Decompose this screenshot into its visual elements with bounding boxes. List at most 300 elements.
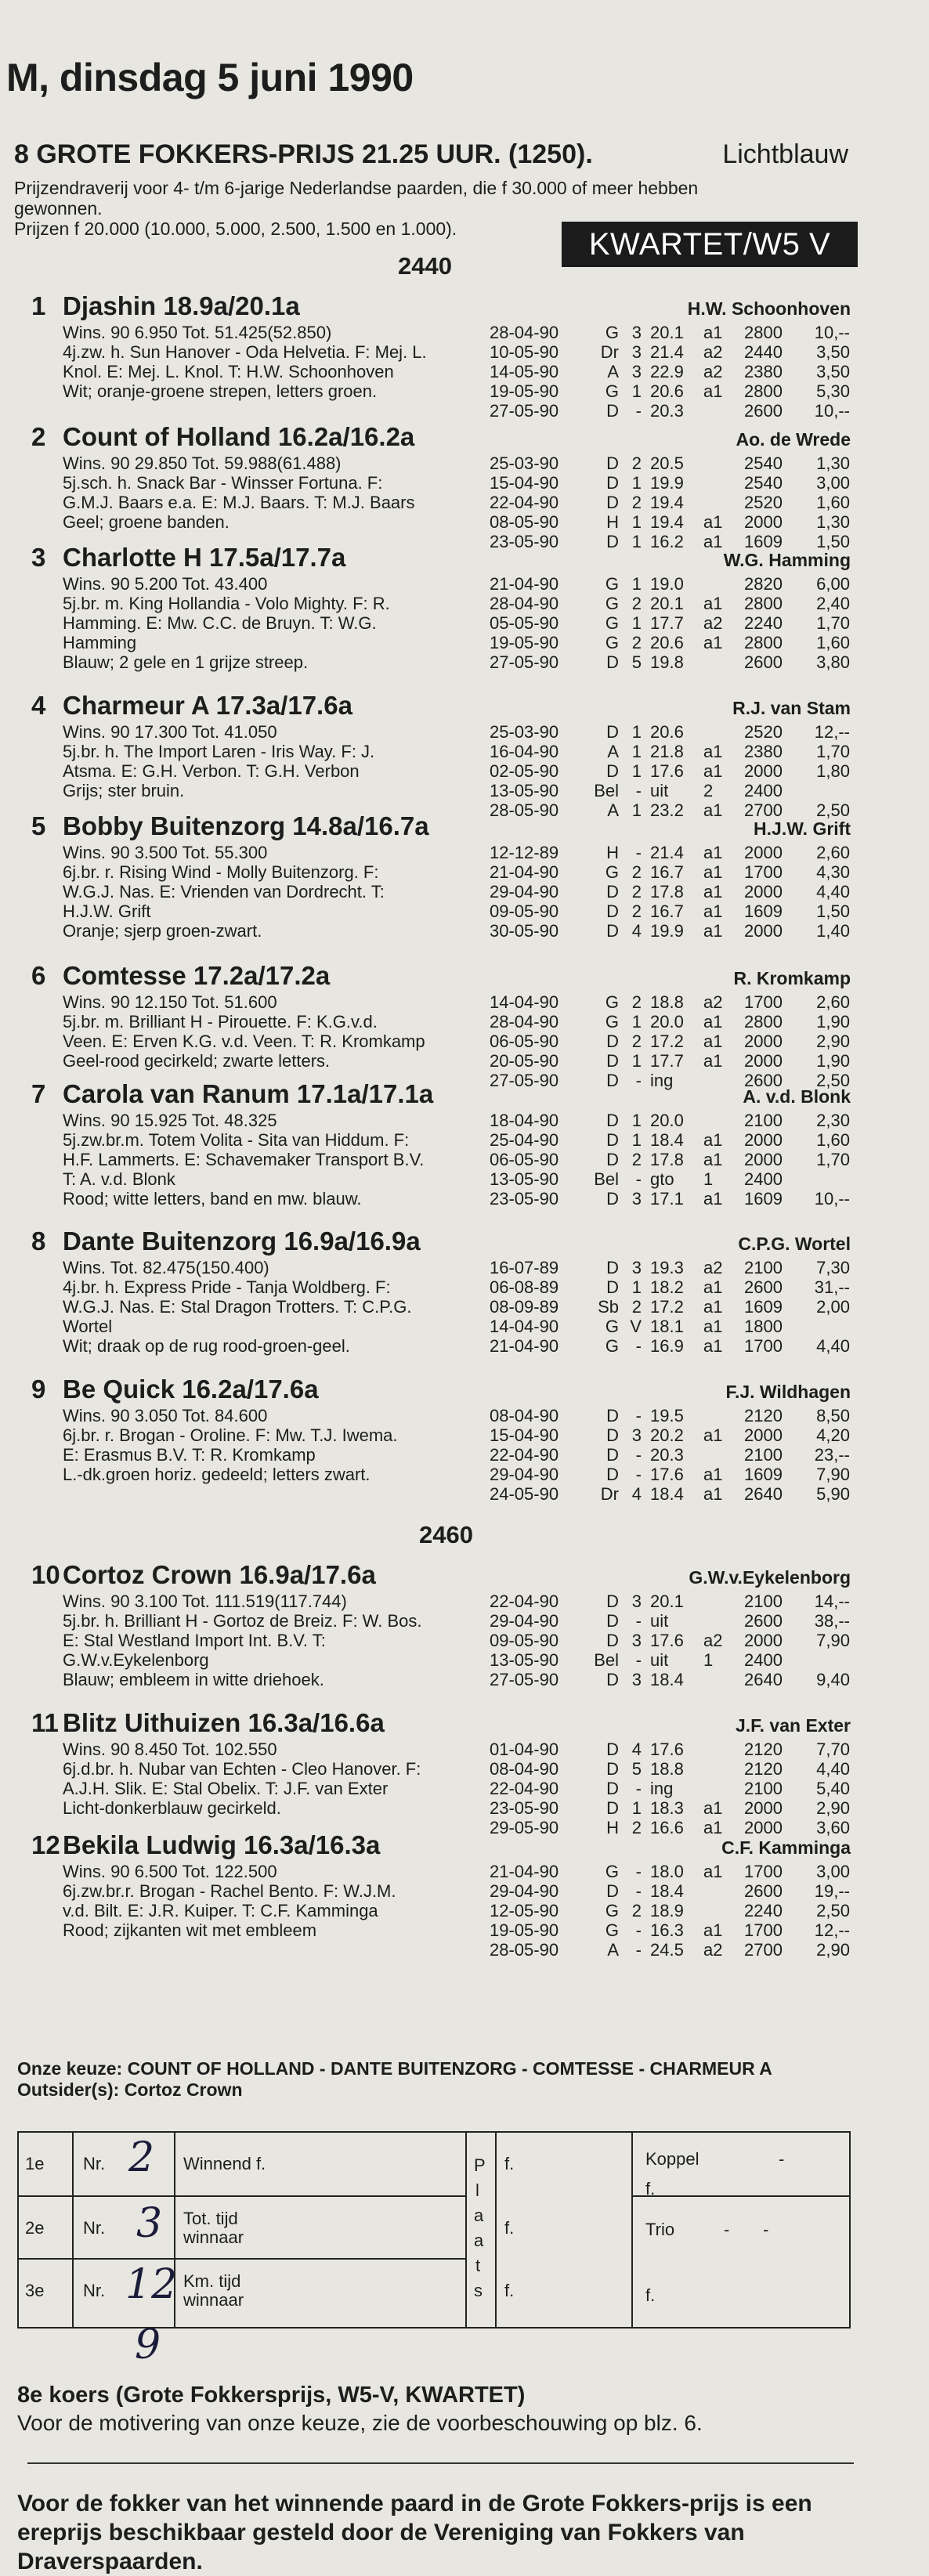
run-time: 17.2 <box>650 1297 684 1317</box>
run-time: 16.2 <box>650 532 684 551</box>
run-date: 30-05-90 <box>490 921 559 941</box>
run-date: 21-04-90 <box>490 574 559 594</box>
run-date: 10-05-90 <box>490 342 559 362</box>
run-distance: 2000 <box>744 921 783 941</box>
horse-info-line: 6j.br. r. Rising Wind - Molly Buitenzorg. F: <box>63 862 379 882</box>
run-place: V <box>630 1317 642 1336</box>
run-place: 2 <box>631 493 642 512</box>
run-time: 16.6 <box>650 1818 684 1837</box>
run-odds: 1,50 <box>816 532 850 551</box>
run-place: - <box>635 1862 642 1881</box>
run-date: 23-05-90 <box>490 1189 559 1209</box>
run-place: - <box>635 1336 642 1356</box>
horse-info-line: 5j.br. h. The Import Laren - Iris Way. F: J. <box>63 742 375 761</box>
run-start: a2 <box>703 1258 723 1277</box>
horse-info-line: 4j.zw. h. Sun Hanover - Oda Helvetia. F: Mej. L. <box>63 342 427 362</box>
run-time: 23.2 <box>650 800 684 820</box>
run-distance: 2600 <box>744 652 783 672</box>
run-distance: 1800 <box>744 1317 783 1336</box>
run-place: 2 <box>631 862 642 882</box>
horse-info-line: E: Erasmus B.V. T: R. Kromkamp <box>63 1445 316 1465</box>
horse-info <box>63 1740 486 1818</box>
horse-name: Djashin 18.9a/20.1a <box>63 291 300 320</box>
run-track: D <box>606 1591 619 1611</box>
trainer-name: F.J. Wildhagen <box>725 1382 851 1402</box>
run-place: 3 <box>631 1258 642 1277</box>
horse-name: Carola van Ranum 17.1a/17.1a <box>63 1079 434 1108</box>
race-description-line: gewonnen. <box>14 198 103 219</box>
race-footer <box>17 2381 703 2437</box>
horse-info <box>63 1111 486 1209</box>
run-time: 18.4 <box>650 1130 684 1150</box>
run-odds: 1,60 <box>816 633 850 652</box>
horse-info-line: Wins. Tot. 82.475(150.400) <box>63 1258 269 1277</box>
race-title: 8 GROTE FOKKERS-PRIJS 21.25 UUR. (1250). <box>14 139 593 169</box>
trio-f: f. <box>645 2285 656 2305</box>
run-date: 29-04-90 <box>490 882 559 901</box>
run-row <box>490 992 850 1012</box>
horse-info-line: 5j.br. m. King Hollandia - Volo Mighty. F: R. <box>63 594 390 613</box>
run-time: 20.1 <box>650 323 684 342</box>
run-date: 27-05-90 <box>490 652 559 672</box>
recent-runs <box>490 323 850 421</box>
horse-info-line: T: A. v.d. Blonk <box>63 1169 175 1189</box>
run-odds: 1,70 <box>816 1150 850 1169</box>
horse-name: Dante Buitenzorg 16.9a/16.9a <box>63 1227 421 1255</box>
run-time: 16.9 <box>650 1336 684 1356</box>
run-odds: 3,00 <box>816 473 850 493</box>
run-start: a1 <box>703 843 723 862</box>
run-date: 22-04-90 <box>490 1445 559 1465</box>
run-track: G <box>605 574 619 594</box>
trainer-name: J.F. van Exter <box>735 1715 851 1736</box>
run-time: 20.0 <box>650 1111 684 1130</box>
run-place: - <box>635 1071 642 1090</box>
run-odds: 5,40 <box>816 1779 850 1798</box>
trainer-name: C.F. Kamminga <box>721 1837 851 1858</box>
run-time: 19.9 <box>650 921 684 941</box>
run-track: D <box>606 1150 619 1169</box>
run-distance: 1609 <box>744 1297 783 1317</box>
horse-info-line: Wins. 90 6.500 Tot. 122.500 <box>63 1862 277 1881</box>
run-track: A <box>607 1940 619 1960</box>
run-row <box>490 800 850 820</box>
plaats-f-1: f. <box>504 2154 515 2173</box>
run-row <box>490 1336 850 1356</box>
trainer-name: R. Kromkamp <box>733 968 851 988</box>
run-odds: 2,90 <box>816 1031 850 1051</box>
run-distance: 2600 <box>744 1277 783 1297</box>
run-place: 2 <box>631 992 642 1012</box>
run-start: a1 <box>703 532 723 551</box>
horse-info-line: 5j.sch. h. Snack Bar - Winsser Fortuna. F: <box>63 473 383 493</box>
horse-info-line: Wins. 90 29.850 Tot. 59.988(61.488) <box>63 453 342 473</box>
run-start: a1 <box>703 1317 723 1336</box>
horse-name: Blitz Uithuizen 16.3a/16.6a <box>63 1708 385 1737</box>
horse-name: Be Quick 16.2a/17.6a <box>63 1375 319 1404</box>
run-date: 08-04-90 <box>490 1406 559 1425</box>
run-place: 4 <box>631 1740 642 1759</box>
koppel-label: Koppel <box>645 2149 699 2169</box>
run-row <box>490 362 850 381</box>
run-track: Sb <box>598 1297 619 1317</box>
run-time: 20.1 <box>650 1591 684 1611</box>
run-place: 1 <box>631 1277 642 1297</box>
run-time: 20.3 <box>650 401 684 421</box>
horse-info-line: 6j.d.br. h. Nubar van Echten - Cleo Hanover. F: <box>63 1759 421 1779</box>
run-distance: 2000 <box>744 1631 783 1650</box>
run-track: Dr <box>600 1484 619 1504</box>
run-row <box>490 761 850 781</box>
run-odds: 31,-- <box>814 1277 850 1297</box>
run-start: a1 <box>703 1336 723 1356</box>
run-track: A <box>607 800 619 820</box>
handwritten-nr-1: 2 <box>128 2134 155 2181</box>
plaats-letter: P <box>474 2155 486 2175</box>
horse-info-line: Hamming. E: Mw. C.C. de Bruyn. T: W.G. <box>63 613 377 633</box>
run-date: 28-05-90 <box>490 800 559 820</box>
recent-runs <box>490 1740 850 1837</box>
run-date: 21-04-90 <box>490 862 559 882</box>
run-date: 21-04-90 <box>490 1862 559 1881</box>
horse-info <box>63 1862 486 1940</box>
run-time: 18.1 <box>650 1317 684 1336</box>
run-place: 1 <box>631 722 642 742</box>
run-time: 17.8 <box>650 1150 684 1169</box>
run-distance: 2800 <box>744 1012 783 1031</box>
recent-runs <box>490 843 850 941</box>
run-row <box>490 1111 850 1130</box>
run-track: G <box>605 1012 619 1031</box>
plaats-letter: l <box>475 2180 479 2200</box>
run-distance: 2820 <box>744 574 783 594</box>
run-date: 15-04-90 <box>490 1425 559 1445</box>
run-place: 3 <box>631 1631 642 1650</box>
run-row <box>490 1740 850 1759</box>
run-odds: 12,-- <box>814 1920 850 1940</box>
run-place: - <box>635 843 642 862</box>
run-place: 1 <box>631 613 642 633</box>
trio-label: Trio <box>645 2220 675 2239</box>
run-date: 19-05-90 <box>490 381 559 401</box>
handwritten-note: 9 <box>135 2321 161 2368</box>
run-start: a1 <box>703 1189 723 1209</box>
run-date: 14-04-90 <box>490 992 559 1012</box>
run-odds: 4,30 <box>816 862 850 882</box>
run-row <box>490 1818 850 1837</box>
horse-info-line: Grijs; ster bruin. <box>63 781 185 800</box>
horse-info-line: W.G.J. Nas. E: Vrienden van Dordrecht. T: <box>63 882 385 901</box>
run-place: 2 <box>631 1150 642 1169</box>
run-odds: 38,-- <box>814 1611 850 1631</box>
run-distance: 1700 <box>744 1862 783 1881</box>
entry-number: 11 <box>31 1708 59 1737</box>
run-odds: 4,40 <box>816 1336 850 1356</box>
run-date: 23-05-90 <box>490 532 559 551</box>
run-date: 24-05-90 <box>490 1484 559 1504</box>
run-time: 16.7 <box>650 901 684 921</box>
run-track: D <box>606 1071 619 1090</box>
run-odds: 14,-- <box>814 1591 850 1611</box>
run-track: H <box>606 1818 619 1837</box>
run-track: Dr <box>600 342 619 362</box>
run-start: a1 <box>703 1130 723 1150</box>
horse-info-line: A.J.H. Slik. E: Stal Obelix. T: J.F. van Exter <box>63 1779 389 1798</box>
outsider: Outsider(s): Cortoz Crown <box>17 2079 243 2100</box>
run-distance: 2520 <box>744 493 783 512</box>
run-track: D <box>606 493 619 512</box>
run-time: 19.4 <box>650 493 684 512</box>
run-row <box>490 532 850 551</box>
run-distance: 2400 <box>744 1650 783 1670</box>
run-track: D <box>606 1670 619 1689</box>
run-place: 1 <box>631 761 642 781</box>
run-start: a1 <box>703 1818 723 1837</box>
run-odds: 3,60 <box>816 1818 850 1837</box>
run-odds: 1,90 <box>816 1012 850 1031</box>
run-odds: 2,50 <box>816 800 850 820</box>
run-time: 20.6 <box>650 722 684 742</box>
run-track: H <box>606 843 619 862</box>
run-odds: 7,70 <box>816 1740 850 1759</box>
run-time: 18.0 <box>650 1862 684 1881</box>
run-odds: 1,70 <box>816 742 850 761</box>
trainer-name: G.W.v.Eykelenborg <box>689 1567 851 1588</box>
run-distance: 2240 <box>744 613 783 633</box>
run-start: a2 <box>703 342 723 362</box>
horse-info <box>63 992 486 1071</box>
trio-dash-1: - <box>724 2220 730 2239</box>
run-row <box>490 1631 850 1650</box>
run-distance: 2400 <box>744 1169 783 1189</box>
run-start: a1 <box>703 1798 723 1818</box>
run-date: 13-05-90 <box>490 1650 559 1670</box>
run-odds: 7,90 <box>816 1631 850 1650</box>
run-distance: 2000 <box>744 1150 783 1169</box>
tot-tijd-label: Tot. tijd winnaar <box>183 2209 244 2247</box>
recent-runs <box>490 992 850 1090</box>
recent-runs <box>490 1406 850 1504</box>
run-place: 2 <box>631 633 642 652</box>
run-distance: 2640 <box>744 1670 783 1689</box>
run-row <box>490 1169 850 1189</box>
run-track: D <box>606 761 619 781</box>
run-place: 1 <box>631 1012 642 1031</box>
run-distance: 2700 <box>744 800 783 820</box>
horse-name: Comtesse 17.2a/17.2a <box>63 961 331 990</box>
result-box <box>17 2131 851 2329</box>
run-row <box>490 781 850 800</box>
recent-runs <box>490 1862 850 1960</box>
entry-number: 3 <box>31 543 46 572</box>
run-start: a1 <box>703 1465 723 1484</box>
run-odds: 19,-- <box>814 1881 850 1901</box>
run-track: G <box>605 613 619 633</box>
run-time: 21.4 <box>650 843 684 862</box>
run-date: 29-05-90 <box>490 1818 559 1837</box>
run-distance: 2440 <box>744 342 783 362</box>
run-distance: 2120 <box>744 1406 783 1425</box>
recent-runs <box>490 1111 850 1209</box>
run-odds: 3,00 <box>816 1862 850 1881</box>
recent-runs <box>490 1258 850 1356</box>
run-start: a1 <box>703 742 723 761</box>
run-date: 27-05-90 <box>490 401 559 421</box>
run-track: D <box>606 1779 619 1798</box>
run-distance: 2000 <box>744 1130 783 1150</box>
run-place: 1 <box>631 473 642 493</box>
run-start: a1 <box>703 1277 723 1297</box>
run-row <box>490 1862 850 1881</box>
run-row <box>490 882 850 901</box>
run-time: 17.6 <box>650 761 684 781</box>
run-track: G <box>605 992 619 1012</box>
run-distance: 2100 <box>744 1779 783 1798</box>
run-place: 1 <box>631 512 642 532</box>
run-track: G <box>605 594 619 613</box>
horse-info-line: L.-dk.groen horiz. gedeeld; letters zwart. <box>63 1465 371 1484</box>
plaats-f-2: f. <box>504 2218 515 2238</box>
run-date: 06-08-89 <box>490 1277 559 1297</box>
run-distance: 2380 <box>744 362 783 381</box>
horse-info-line: G.W.v.Eykelenborg <box>63 1650 209 1670</box>
run-date: 27-05-90 <box>490 1071 559 1090</box>
run-place: 2 <box>631 882 642 901</box>
run-track: D <box>606 1798 619 1818</box>
run-date: 14-04-90 <box>490 1317 559 1336</box>
page-date: M, dinsdag 5 juni 1990 <box>6 56 414 99</box>
run-place: - <box>635 1169 642 1189</box>
kwartet-badge: KWARTET/W5 V <box>562 222 858 267</box>
plaats-letter: s <box>474 2281 483 2300</box>
run-row <box>490 1940 850 1960</box>
run-distance: 2800 <box>744 323 783 342</box>
handwritten-nr-2: 3 <box>136 2200 163 2247</box>
horse-info-line: H.J.W. Grift <box>63 901 151 921</box>
run-place: 1 <box>631 1798 642 1818</box>
run-track: D <box>606 1277 619 1297</box>
run-odds: 1,30 <box>816 512 850 532</box>
run-time: 20.1 <box>650 594 684 613</box>
run-odds: 2,90 <box>816 1940 850 1960</box>
run-date: 29-04-90 <box>490 1611 559 1631</box>
run-place: 2 <box>631 1901 642 1920</box>
divider <box>27 2462 854 2464</box>
run-row <box>490 401 850 421</box>
entry-number: 8 <box>31 1227 46 1255</box>
run-odds: 1,60 <box>816 1130 850 1150</box>
horse-info-line: 5j.br. m. Brilliant H - Pirouette. F: K.G.v.d. <box>63 1012 378 1031</box>
run-track: H <box>606 512 619 532</box>
run-track: G <box>605 1901 619 1920</box>
run-track: G <box>605 381 619 401</box>
horse-info-line: Knol. E: Mej. L. Knol. T: H.W. Schoonhoven <box>63 362 394 381</box>
trainer-name: R.J. van Stam <box>732 698 851 718</box>
run-place: 1 <box>631 574 642 594</box>
run-track: D <box>606 1631 619 1650</box>
run-track: A <box>607 742 619 761</box>
trainer-name: Ao. de Wrede <box>736 429 851 450</box>
run-date: 27-05-90 <box>490 1670 559 1689</box>
run-row <box>490 493 850 512</box>
run-date: 23-05-90 <box>490 1798 559 1818</box>
plaats-letter: a <box>474 2231 484 2250</box>
run-place: 3 <box>631 1591 642 1611</box>
run-date: 22-04-90 <box>490 1591 559 1611</box>
run-start: a1 <box>703 1484 723 1504</box>
run-track: D <box>606 1740 619 1759</box>
run-track: G <box>605 323 619 342</box>
trainer-name: H.J.W. Grift <box>754 818 851 839</box>
run-place: - <box>635 1445 642 1465</box>
run-start: a1 <box>703 1425 723 1445</box>
run-time: 18.4 <box>650 1881 684 1901</box>
run-start: a1 <box>703 633 723 652</box>
run-row <box>490 1881 850 1901</box>
run-place: - <box>635 1920 642 1940</box>
run-odds: 12,-- <box>814 722 850 742</box>
run-start: a2 <box>703 613 723 633</box>
run-time: 19.8 <box>650 652 684 672</box>
run-distance: 2120 <box>744 1759 783 1779</box>
run-odds: 4,20 <box>816 1425 850 1445</box>
run-date: 12-05-90 <box>490 1901 559 1920</box>
run-place: 2 <box>631 1297 642 1317</box>
run-place: 2 <box>631 1818 642 1837</box>
run-time: 20.0 <box>650 1012 684 1031</box>
run-row <box>490 1150 850 1169</box>
run-track: D <box>606 901 619 921</box>
run-place: - <box>635 1779 642 1798</box>
run-date: 21-04-90 <box>490 1336 559 1356</box>
run-time: 19.9 <box>650 473 684 493</box>
entry-number: 12 <box>31 1830 60 1859</box>
horse-info <box>63 1591 486 1689</box>
run-track: A <box>607 362 619 381</box>
run-row <box>490 1591 850 1611</box>
run-distance: 2000 <box>744 1818 783 1837</box>
run-track: D <box>606 722 619 742</box>
horse-info <box>63 1406 486 1484</box>
run-time: uit <box>650 781 669 800</box>
horse-info-line: Licht-donkerblauw gecirkeld. <box>63 1798 281 1818</box>
horse-info-line: Blauw; embleem in witte driehoek. <box>63 1670 324 1689</box>
run-start: a1 <box>703 1862 723 1881</box>
horse-info-line: Wins. 90 12.150 Tot. 51.600 <box>63 992 277 1012</box>
onze-keuze: Onze keuze: COUNT OF HOLLAND - DANTE BUITENZORG - COMTESSE - CHARMEUR A <box>17 2058 772 2079</box>
run-track: D <box>606 453 619 473</box>
horse-info <box>63 323 486 401</box>
run-row <box>490 921 850 941</box>
place-1: 1e <box>25 2154 45 2173</box>
run-row <box>490 742 850 761</box>
trainer-name: C.P.G. Wortel <box>738 1234 851 1254</box>
run-time: 18.9 <box>650 1901 684 1920</box>
horse-info-line: 6j.zw.br.r. Brogan - Rachel Bento. F: W.J.M. <box>63 1881 396 1901</box>
run-date: 28-04-90 <box>490 323 559 342</box>
run-time: 19.4 <box>650 512 684 532</box>
run-date: 20-05-90 <box>490 1051 559 1071</box>
entry-number: 9 <box>31 1375 46 1404</box>
run-distance: 1609 <box>744 1189 783 1209</box>
run-row <box>490 453 850 473</box>
run-time: 20.6 <box>650 633 684 652</box>
run-track: G <box>605 862 619 882</box>
horse-name: Cortoz Crown 16.9a/17.6a <box>63 1560 376 1589</box>
run-date: 09-05-90 <box>490 1631 559 1650</box>
run-row <box>490 1297 850 1317</box>
run-place: 1 <box>631 1051 642 1071</box>
